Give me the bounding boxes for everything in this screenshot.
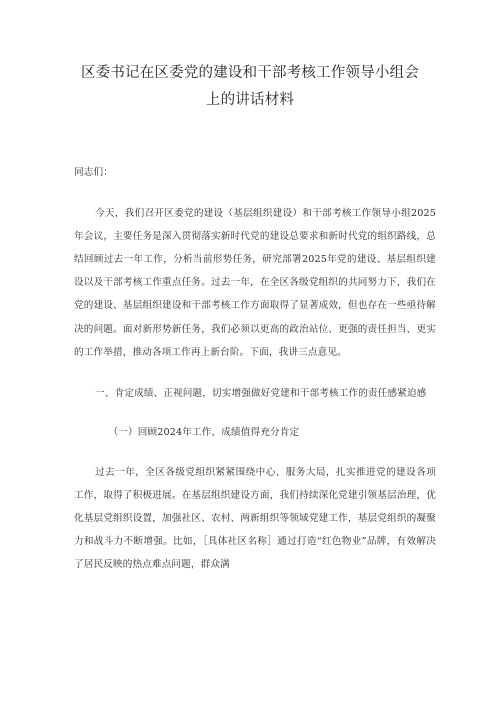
title-line-2: 上的讲话材料 xyxy=(205,92,295,108)
title-line-1: 区委书记在区委党的建设和干部考核工作领导小组会 xyxy=(80,65,420,81)
section-heading: 一、肯定成绩、正视问题，切实增强做好党建和干部考核工作的责任感紧迫感 xyxy=(95,387,427,399)
document-body xyxy=(74,161,436,576)
greeting: 同志们： xyxy=(74,167,113,178)
subsection-heading: （一）回顾2024年工作，成绩值得充分肯定 xyxy=(108,426,300,438)
paragraph-review: 过去一年，全区各级党组织紧紧围绕中心、服务大局，扎实推进党的建设各项工作，取得了积极进展。在基层组织建设方面，我们持续深化党建引领基层治理，优化基层党组织设置，加强社区、农村、两新组织等领域党建工作，基层党组织的凝聚力和战斗力不断增强。比如，［具体社区名称］通过打造“红色物业”品牌，有效解决了居民反映的热点难点问题，群众满 xyxy=(74,466,436,571)
document-title xyxy=(60,60,440,114)
paragraph-intro: 今天，我们召开区委党的建设（基层组织建设）和干部考核工作领导小组2025年会议，主要任务是深入贯彻落实新时代党的建设总要求和新时代党的组织路线，总结回顾过去一年工作，分析当前形势任务，研究部署2025年党的建设、基层组织建设以及干部考核工作重点任务。过去一年，在全区各级党组织的共同努力下，我们在党的建设、基层组织建设和干部考核工作方面取得了显著成效，但也存在一些亟待解决的问题。面对新形势新任务，我们必须以更高的政治站位、更强的责任担当、更实的工作举措，推动各项工作再上新台阶。下面，我讲三点意见。 xyxy=(74,208,436,358)
